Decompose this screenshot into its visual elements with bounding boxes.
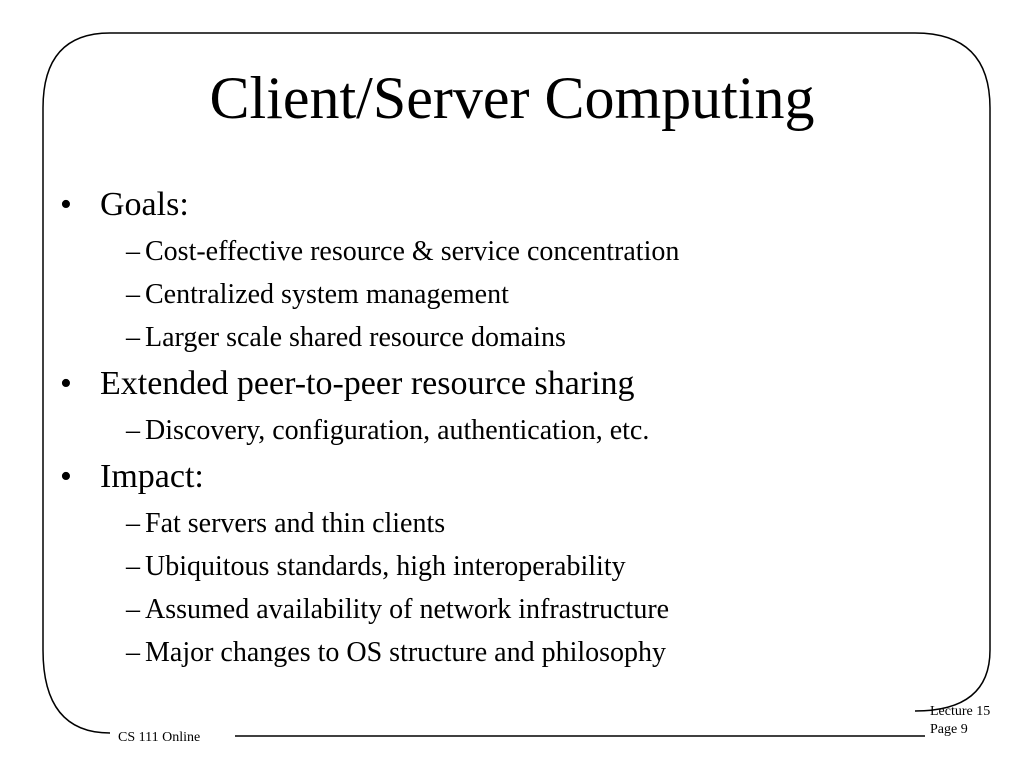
bullet-peer-sharing — [60, 359, 960, 452]
sub-item-text: Assumed availability of network infrastructure — [145, 594, 670, 625]
sub-item — [60, 588, 960, 631]
sub-marker: – — [126, 508, 140, 539]
sub-item — [60, 631, 960, 674]
sub-item-text: Discovery, configuration, authentication, etc. — [145, 415, 650, 446]
sub-list — [60, 409, 960, 452]
bullet-marker: • — [60, 186, 72, 223]
sub-marker: – — [126, 551, 140, 582]
bullet-impact — [60, 452, 960, 674]
bullet-marker: • — [60, 365, 72, 402]
sub-item-text: Centralized system management — [145, 279, 509, 310]
bullet-text: Impact: — [100, 458, 204, 495]
footer-lecture-page — [930, 703, 990, 739]
footer-course: CS 111 Online — [118, 730, 201, 745]
sub-marker: – — [126, 236, 140, 267]
bullet-text: Extended peer-to-peer resource sharing — [100, 365, 635, 402]
sub-item — [60, 545, 960, 588]
sub-item — [60, 409, 960, 452]
bullet-text: Goals: — [100, 186, 189, 223]
sub-item — [60, 502, 960, 545]
footer-page: Page 9 — [930, 722, 968, 737]
sub-item-text: Ubiquitous standards, high interoperability — [145, 551, 626, 582]
sub-list — [60, 502, 960, 674]
footer-lecture: Lecture 15 — [930, 704, 991, 719]
bullet-list — [60, 180, 960, 674]
sub-item-text: Major changes to OS structure and philosophy — [145, 637, 667, 668]
sub-marker: – — [126, 279, 140, 310]
sub-item-text: Cost-effective resource & service concentration — [145, 236, 680, 267]
sub-item-text: Larger scale shared resource domains — [145, 322, 566, 353]
sub-marker: – — [126, 415, 140, 446]
bullet-goals — [60, 180, 960, 359]
sub-marker: – — [126, 594, 140, 625]
sub-item — [60, 316, 960, 359]
sub-list — [60, 230, 960, 359]
sub-item — [60, 230, 960, 273]
sub-item-text: Fat servers and thin clients — [145, 508, 446, 539]
sub-marker: – — [126, 322, 140, 353]
bullet-marker: • — [60, 458, 72, 495]
sub-marker: – — [126, 637, 140, 668]
slide-title: Client/Server Computing — [209, 65, 815, 131]
sub-item — [60, 273, 960, 316]
